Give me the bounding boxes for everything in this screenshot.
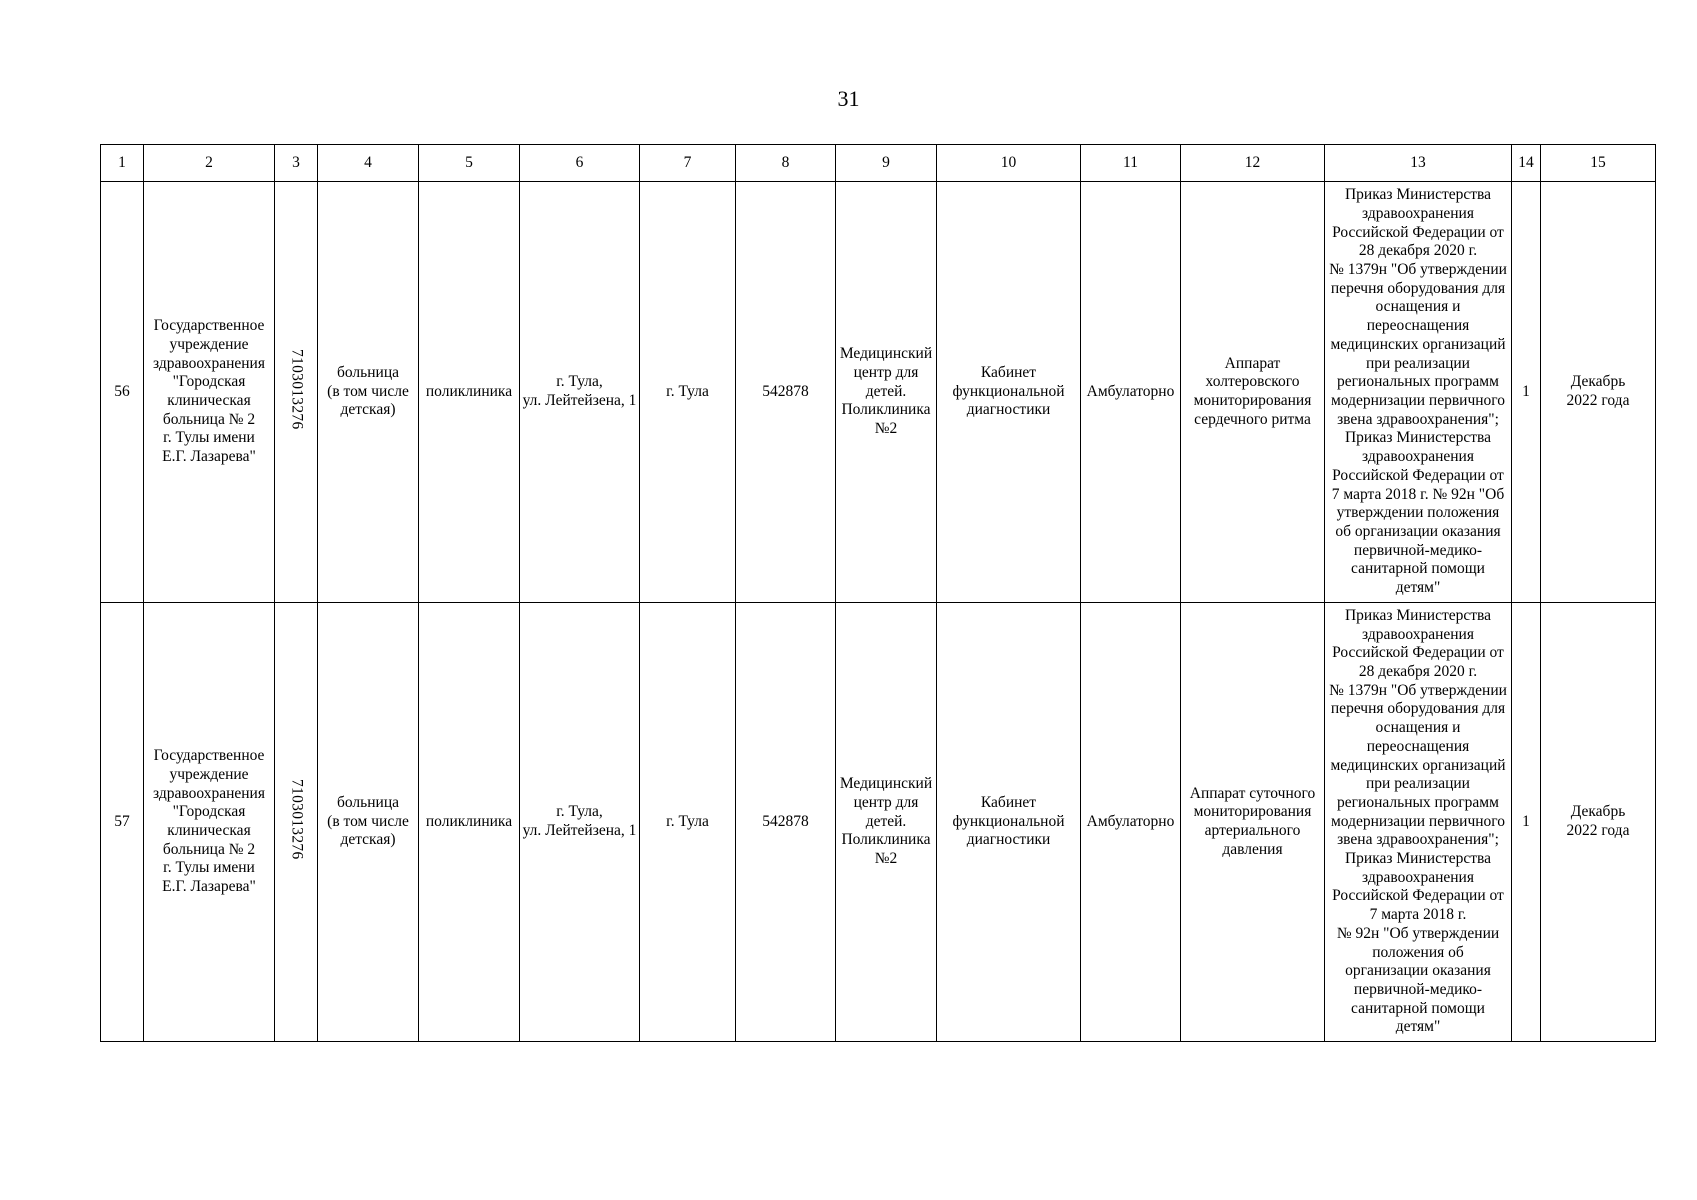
header-cell: 5: [419, 145, 520, 182]
facility-type: больница (в том числе детская): [318, 603, 419, 1042]
equipment-name: Аппарат суточного мониторирования артериального давления: [1181, 603, 1325, 1042]
unit-type: поликлиника: [419, 603, 520, 1042]
header-cell: 4: [318, 145, 419, 182]
city: г. Тула: [640, 182, 736, 603]
inn-cell: [275, 182, 318, 603]
page-number: 31: [837, 86, 860, 111]
header-row: [101, 145, 1656, 182]
care-condition: Амбулаторно: [1081, 182, 1181, 603]
quantity: 1: [1512, 603, 1541, 1042]
code: 542878: [736, 603, 836, 1042]
header-cell: 13: [1325, 145, 1512, 182]
header-cell: 6: [520, 145, 640, 182]
header-cell: 12: [1181, 145, 1325, 182]
header-cell: 8: [736, 145, 836, 182]
header-cell: 2: [144, 145, 275, 182]
quantity: 1: [1512, 182, 1541, 603]
facility-type: больница (в том числе детская): [318, 182, 419, 603]
row-number: 56: [101, 182, 144, 603]
organization-name: Государственное учреждение здравоохранения "Городская клиническая больница № 2 г. Тулы имени Е.Г. Лазарева": [144, 603, 275, 1042]
table-row: [101, 182, 1656, 603]
header-cell: 14: [1512, 145, 1541, 182]
header-cell: 15: [1541, 145, 1656, 182]
cabinet: Кабинет функциональной диагностики: [937, 603, 1081, 1042]
department: Медицинский центр для детей. Поликлиника №2: [836, 182, 937, 603]
inn-value: 7103013276: [288, 778, 306, 860]
row-number: 57: [101, 603, 144, 1042]
address: г. Тула, ул. Лейтейзена, 1: [520, 603, 640, 1042]
header-cell: 10: [937, 145, 1081, 182]
cabinet: Кабинет функциональной диагностики: [937, 182, 1081, 603]
department: Медицинский центр для детей. Поликлиника №2: [836, 603, 937, 1042]
care-condition: Амбулаторно: [1081, 603, 1181, 1042]
address: г. Тула, ул. Лейтейзена, 1: [520, 182, 640, 603]
legal-basis: Приказ Министерства здравоохранения Российской Федерации от 28 декабря 2020 г. № 1379н "Об утверждении перечня оборудования для оснащения и переоснащения медицинских организаций при реализации региональных программ модернизации первичного звена здравоохранения"; Приказ Министерства здравоохранения Российской Федерации от 7 марта 2018 г. № 92н "Об утверждении положения об организации оказания первичной-медико- санитарной помощи детям": [1325, 182, 1512, 603]
equipment-name: Аппарат холтеровского мониторирования сердечного ритма: [1181, 182, 1325, 603]
header-cell: 3: [275, 145, 318, 182]
organization-name: Государственное учреждение здравоохранения "Городская клиническая больница № 2 г. Тулы имени Е.Г. Лазарева": [144, 182, 275, 603]
inn-value: 7103013276: [288, 348, 306, 430]
header-cell: 11: [1081, 145, 1181, 182]
header-cell: 7: [640, 145, 736, 182]
header-cell: 1: [101, 145, 144, 182]
deadline: Декабрь 2022 года: [1541, 182, 1656, 603]
legal-basis: Приказ Министерства здравоохранения Российской Федерации от 28 декабря 2020 г. № 1379н "Об утверждении перечня оборудования для оснащения и переоснащения медицинских организаций при реализации региональных программ модернизации первичного звена здравоохранения"; Приказ Министерства здравоохранения Российской Федерации от 7 марта 2018 г. № 92н "Об утверждении положения об организации оказания первичной-медико- санитарной помощи детям": [1325, 603, 1512, 1042]
table-row: [101, 603, 1656, 1042]
inn-cell: [275, 603, 318, 1042]
header-cell: 9: [836, 145, 937, 182]
deadline: Декабрь 2022 года: [1541, 603, 1656, 1042]
code: 542878: [736, 182, 836, 603]
data-table: [100, 144, 1656, 1042]
city: г. Тула: [640, 603, 736, 1042]
unit-type: поликлиника: [419, 182, 520, 603]
